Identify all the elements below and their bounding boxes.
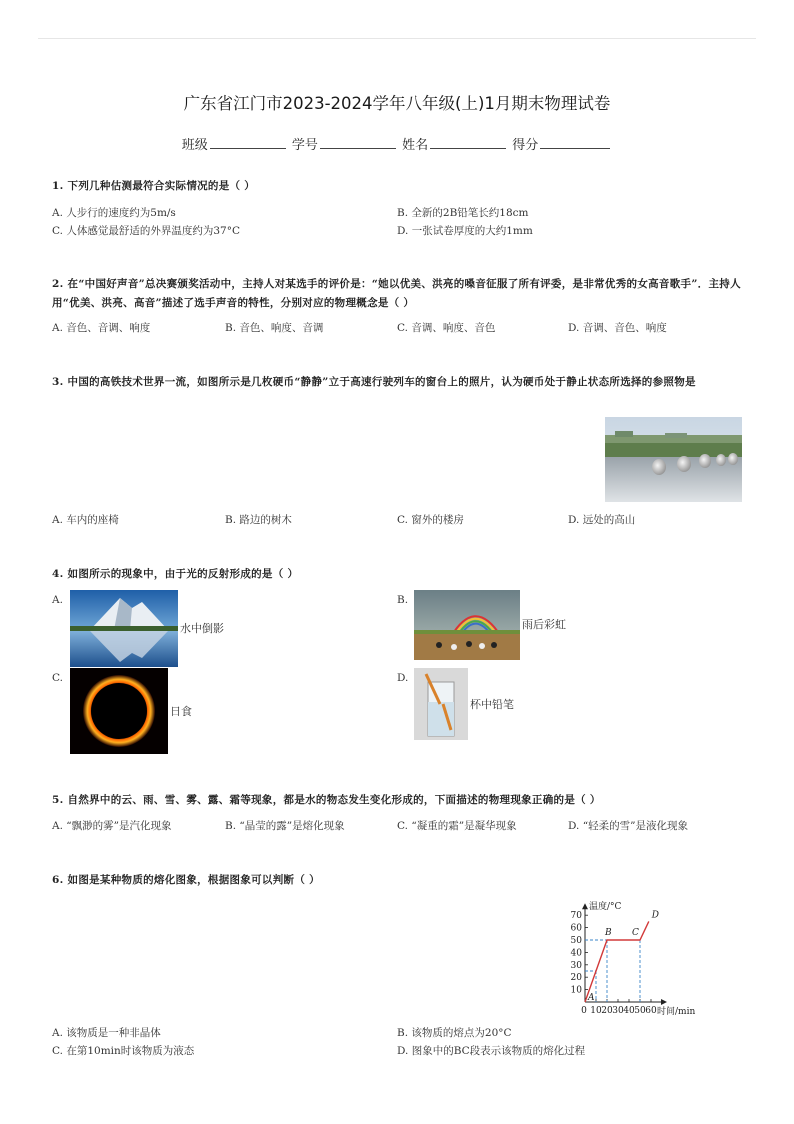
y-tick-label: 10 xyxy=(570,985,582,996)
y-tick-label: 30 xyxy=(570,960,582,971)
class-blank[interactable] xyxy=(210,136,286,149)
q6-option-c[interactable]: C. 在第10min时该物质为液态 xyxy=(52,1045,195,1057)
question-1-stem: 1. 下列几种估测最符合实际情况的是（ ） xyxy=(52,180,256,192)
question-6-stem: 6. 如图是某种物质的熔化图象，根据图象可以判断（ ） xyxy=(52,874,320,886)
q4-caption-a: 水中倒影 xyxy=(180,622,224,635)
y-tick-label: 20 xyxy=(570,973,582,984)
question-4-stem: 4. 如图所示的现象中，由于光的反射形成的是（ ） xyxy=(52,568,299,580)
x-tick-label: 30 xyxy=(612,1006,624,1016)
question-2-stem: 2. 在“中国好声音”总决赛颁奖活动中，主持人对某选手的评价是：“她以优美、洪亮的嗓音征服了所有评委，是非常优秀的女高音歌手”．主持人用“优美、洪亮、高音”描述了选手声音的特性，分别对应的物理概念是（ ） xyxy=(52,278,741,309)
x-tick-label: 20 xyxy=(601,1006,613,1016)
coin-3 xyxy=(699,454,711,468)
y-axis-label: 温度/°C xyxy=(589,902,622,913)
q6-option-d[interactable]: D. 图象中的BC段表示该物质的熔化过程 xyxy=(397,1045,586,1057)
point-label-b: B xyxy=(605,928,612,938)
q3-option-c[interactable]: C. 窗外的楼房 xyxy=(397,514,464,526)
x-tick-label: 60 xyxy=(645,1006,657,1016)
q5-option-d[interactable]: D. “轻柔的雪”是液化现象 xyxy=(568,820,688,832)
pencil-in-glass-photo xyxy=(414,668,468,740)
q6-option-b[interactable]: B. 该物质的熔点为20°C xyxy=(397,1027,512,1039)
point-label-a: A xyxy=(588,993,595,1003)
q4-option-a-label[interactable]: A. xyxy=(52,594,63,606)
q1-option-a[interactable]: A. 人步行的速度约为5m/s xyxy=(52,207,176,219)
q1-option-d[interactable]: D. 一张试卷厚度的大约1mm xyxy=(397,225,533,237)
q5-option-a[interactable]: A. “飘渺的雾”是汽化现象 xyxy=(52,820,172,832)
q4-option-b-label[interactable]: B. xyxy=(397,594,409,606)
q2-option-a[interactable]: A. 音色、音调、响度 xyxy=(52,322,151,334)
melting-curve-line xyxy=(585,921,649,1002)
y-axis-arrow xyxy=(582,903,588,909)
q3-option-d[interactable]: D. 远处的高山 xyxy=(568,514,636,526)
train-window-coins-photo xyxy=(605,417,742,502)
q2-option-d[interactable]: D. 音调、音色、响度 xyxy=(568,322,667,334)
class-label: 班级 xyxy=(181,138,208,153)
id-label: 学号 xyxy=(291,138,318,153)
q4-caption-b: 雨后彩虹 xyxy=(522,618,566,631)
q4-caption-d: 杯中铅笔 xyxy=(470,698,514,711)
x-axis-label: 时间/min xyxy=(657,1007,696,1017)
q2-option-c[interactable]: C. 音调、响度、音色 xyxy=(397,322,496,334)
rainbow-field-photo xyxy=(414,590,520,660)
point-label-d: D xyxy=(651,910,660,921)
x-axis-arrow xyxy=(661,999,667,1005)
x-tick-label: 50 xyxy=(634,1006,646,1016)
q4-option-c-label[interactable]: C. xyxy=(52,672,63,684)
q2-option-b[interactable]: B. 音色、响度、音调 xyxy=(225,322,324,334)
q1-option-b[interactable]: B. 全新的2B铅笔长约18cm xyxy=(397,207,529,219)
question-3-stem: 3. 中国的高铁技术世界一流，如图所示是几枚硬币“静静”立于高速行驶列车的窗台上的照片，认为硬币处于静止状态所选择的参照物是 xyxy=(52,376,696,388)
q3-option-b[interactable]: B. 路边的树木 xyxy=(225,514,292,526)
x-tick-label: 40 xyxy=(623,1006,635,1016)
point-label-c: C xyxy=(632,928,639,938)
y-tick-label: 50 xyxy=(570,936,582,946)
y-tick-label: 40 xyxy=(570,948,582,959)
q6-option-a[interactable]: A. 该物质是一种非晶体 xyxy=(52,1027,161,1039)
coin-4 xyxy=(716,454,726,466)
page-title: 广东省江门市2023-2024学年八年级(上)1月期末物理试卷 xyxy=(183,94,611,113)
q4-caption-c: 日食 xyxy=(170,705,192,718)
score-label: 得分 xyxy=(512,138,539,153)
coin-2 xyxy=(677,456,691,472)
y-tick-label: 70 xyxy=(570,911,582,922)
header-divider xyxy=(38,38,756,39)
coin-1 xyxy=(652,459,666,475)
id-blank[interactable] xyxy=(320,136,396,149)
origin-tick-label: 0 xyxy=(581,1006,587,1016)
name-blank[interactable] xyxy=(430,136,506,149)
x-tick-label: 10 xyxy=(590,1006,602,1016)
question-5-stem: 5. 自然界中的云、雨、雪、雾、露、霜等现象，都是水的物态发生变化形成的，下面描述的物理现象正确的是（ ） xyxy=(52,794,601,806)
q3-option-a[interactable]: A. 车内的座椅 xyxy=(52,514,119,526)
mountain-lake-reflection-photo xyxy=(70,590,178,667)
student-info-line xyxy=(0,134,794,153)
q5-option-b[interactable]: B. “晶莹的露”是熔化现象 xyxy=(225,820,345,832)
q1-option-c[interactable]: C. 人体感觉最舒适的外界温度约为37°C xyxy=(52,225,240,237)
coin-5 xyxy=(728,453,738,465)
score-blank[interactable] xyxy=(540,136,610,149)
solar-eclipse-photo xyxy=(70,668,168,754)
y-tick-label: 60 xyxy=(570,923,582,934)
melting-curve-chart xyxy=(560,892,746,1020)
q4-option-d-label[interactable]: D. xyxy=(397,672,409,684)
name-label: 姓名 xyxy=(402,138,429,153)
q5-option-c[interactable]: C. “凝重的霜”是凝华现象 xyxy=(397,820,517,832)
